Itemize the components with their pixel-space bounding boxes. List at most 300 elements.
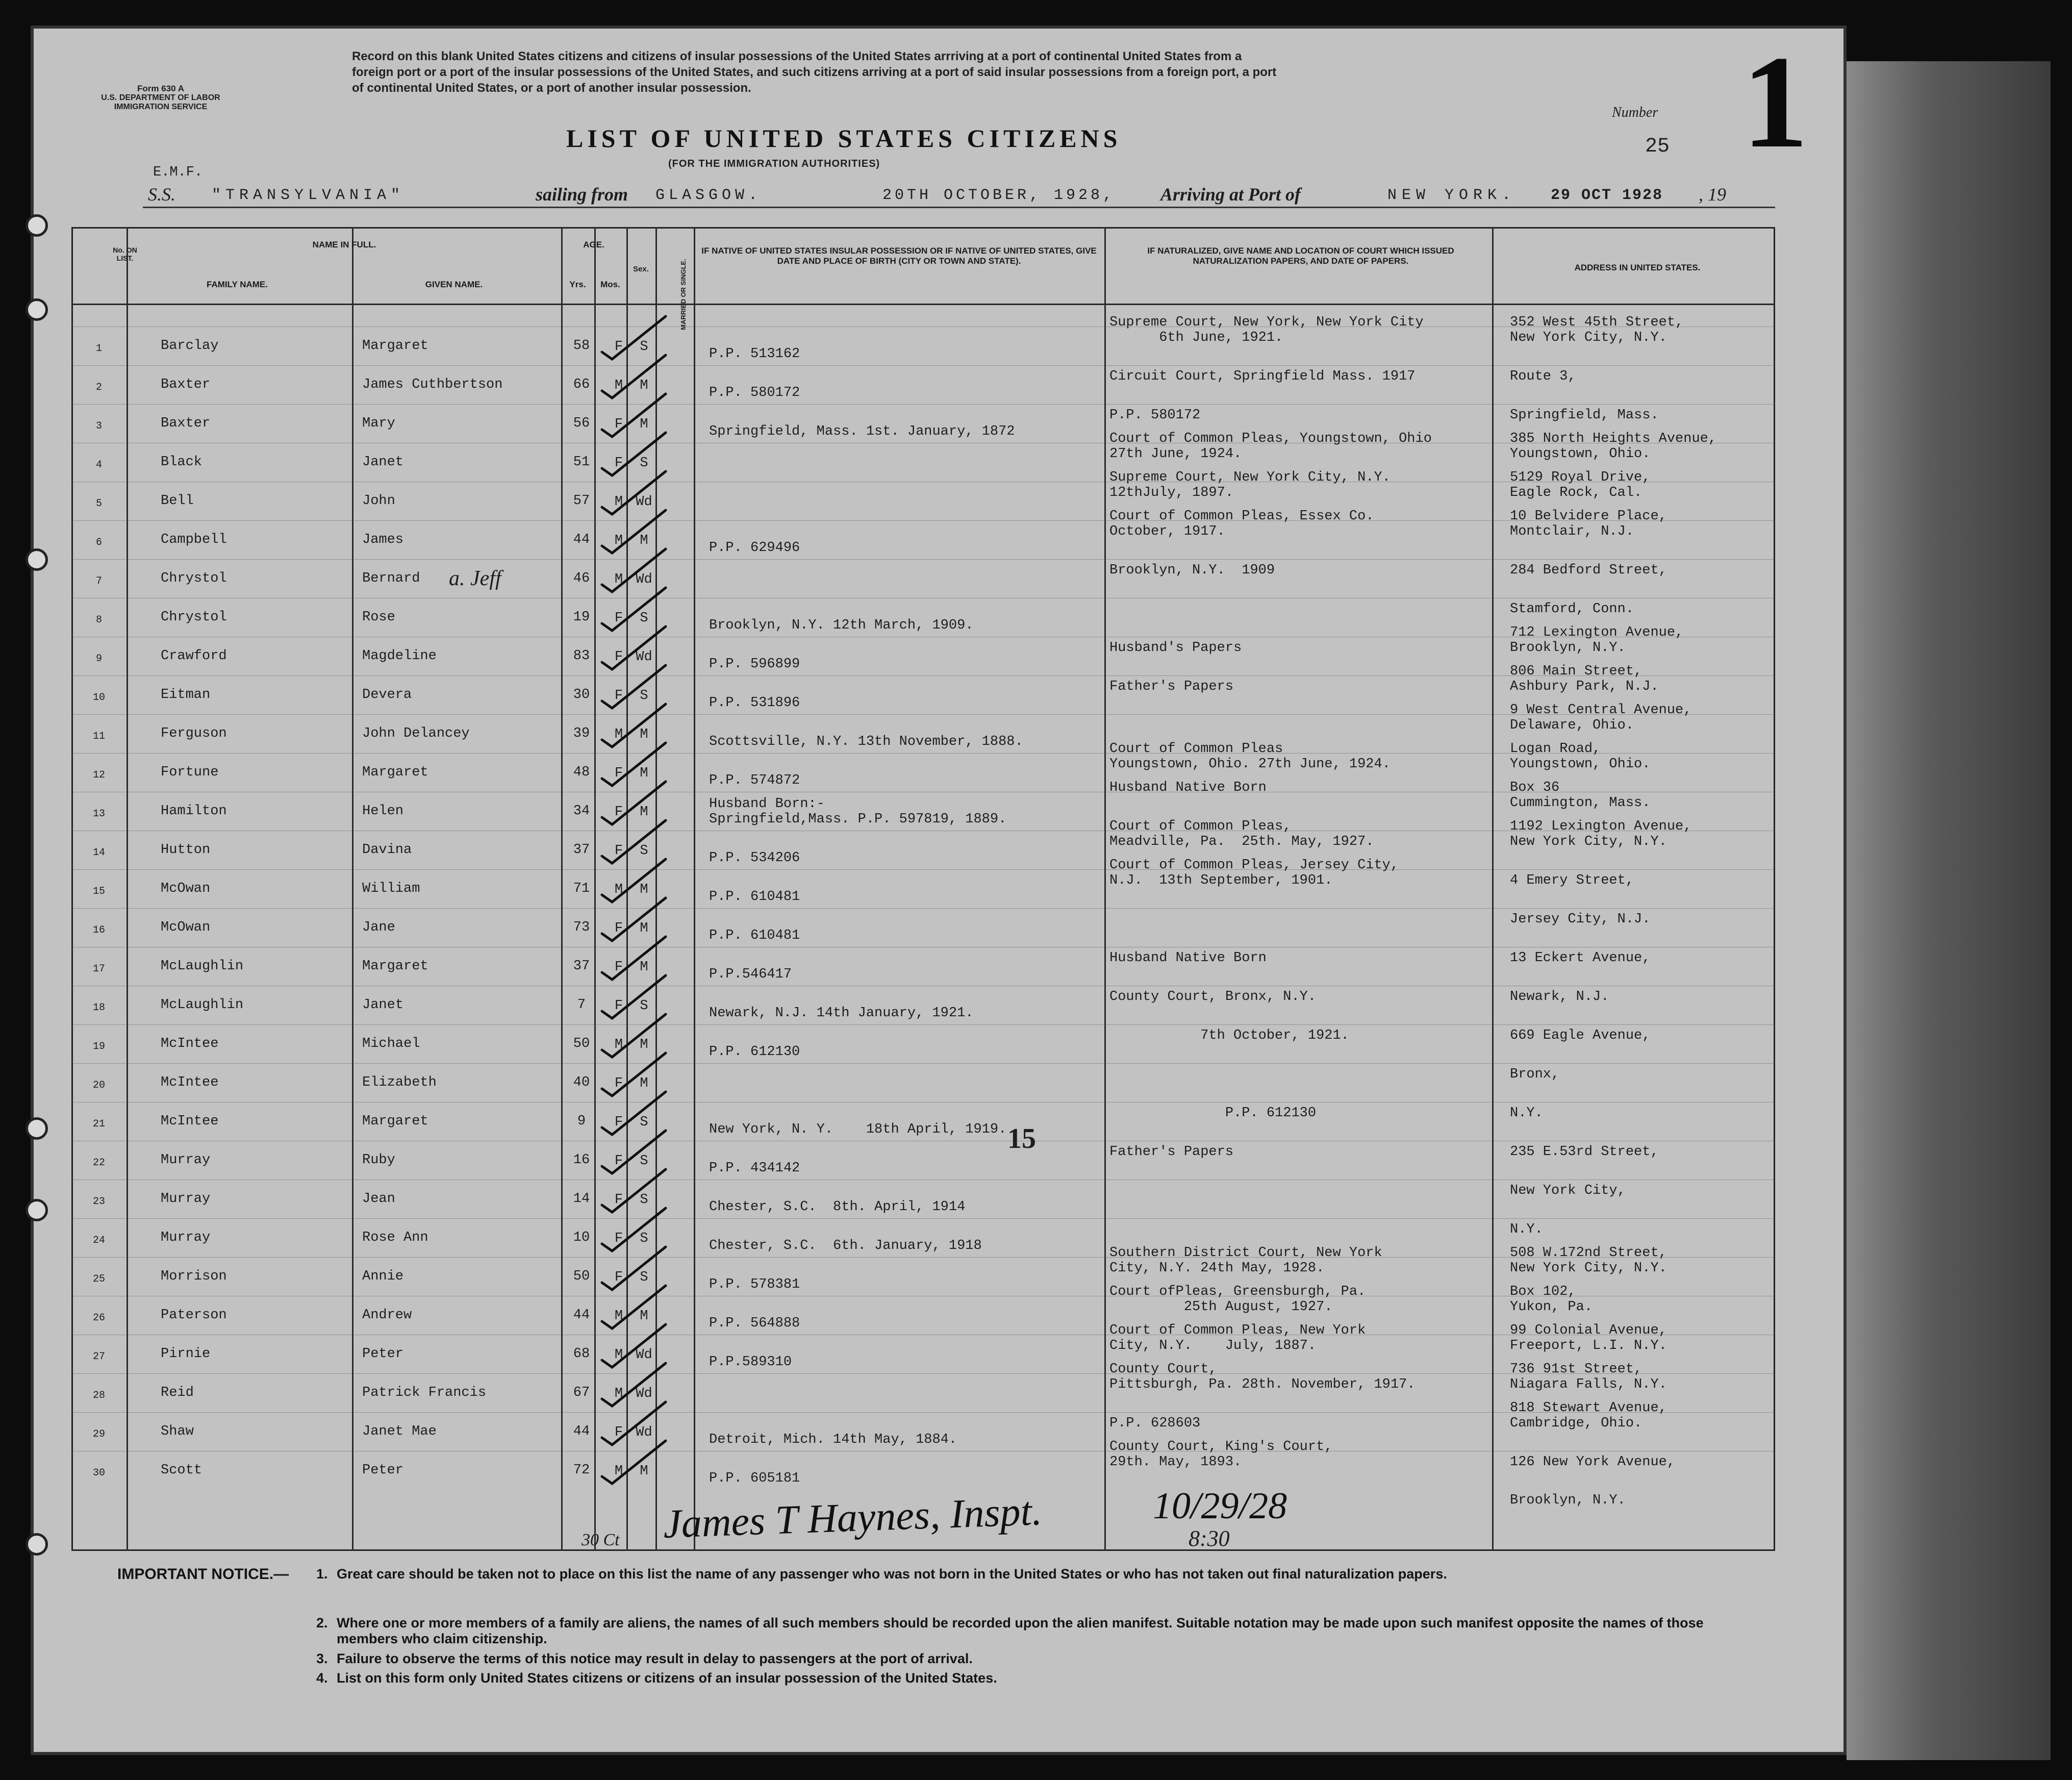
naturalization-info-line: County Court, King's Court, [1109,1439,1333,1455]
us-address-line: Niagara Falls, N.Y. [1510,1377,1667,1392]
birth-info-line: P.P. 434142 [709,1161,800,1176]
given-name: Janet [362,455,404,470]
age-years: 9 [577,1114,586,1129]
naturalization-info-line: N.J. 13th September, 1901. [1109,873,1333,888]
us-address-line: Yukon, Pa. [1510,1299,1593,1315]
sex: M [614,1464,623,1479]
ship-name: "TRANSYLVANIA" [212,187,405,204]
given-name: Michael [362,1036,420,1051]
marital-status: S [640,611,648,626]
birth-info-line: Newark, N.J. 14th January, 1921. [709,1006,974,1021]
given-name: Andrew [362,1308,412,1323]
age-years: 72 [573,1463,590,1478]
us-address-line: 126 New York Avenue, [1510,1455,1676,1470]
marital-status: M [640,766,648,781]
check-mark [602,1247,666,1290]
birth-info-line: P.P. 578381 [709,1277,800,1292]
family-name: McIntee [161,1036,219,1051]
birth-info-line: P.P. 574872 [709,773,800,788]
naturalization-info-line: Court of Common Pleas [1109,741,1283,757]
family-name: Reid [161,1385,194,1400]
family-name: McOwan [161,920,211,935]
given-name: Davina [362,842,412,858]
naturalization-info-line: Husband's Papers [1109,640,1242,656]
age-years: 46 [573,571,590,586]
header-naturalization: IF NATURALIZED, GIVE NAME AND LOCATION OF COURT WHICH ISSUED NATURALIZATION PAPERS, AND DATE OF PAPERS. [1147,246,1454,266]
naturalization-info-line: Youngstown, Ohio. 27th June, 1924. [1109,757,1391,772]
marital-status: S [640,843,648,859]
sex: M [614,572,623,587]
marital-status: M [640,378,648,393]
family-name: McIntee [161,1075,219,1090]
list-number: 18 [92,1002,105,1014]
family-name: Paterson [161,1308,227,1323]
us-address-line: 5129 Royal Drive, [1510,470,1651,485]
naturalization-info-line: October, 1917. [1109,524,1225,539]
sex: F [614,417,623,432]
naturalization-info-line: Father's Papers [1109,679,1234,694]
given-name: Margaret [362,338,428,354]
list-number: 29 [92,1428,105,1440]
age-years: 44 [573,532,590,547]
naturalization-info-line: Husband Native Born [1109,950,1267,966]
list-number: 15 [92,886,105,897]
sailing-from-label: sailing from [536,184,628,205]
naturalization-info-line: Brooklyn, N.Y. 1909 [1109,563,1275,578]
family-name: Baxter [161,377,211,392]
birth-info-line: P.P. 605181 [709,1471,800,1486]
page-title: LIST OF UNITED STATES CITIZENS [566,124,1122,153]
sex: F [614,1231,623,1246]
notice-item-number: 2. [316,1615,328,1631]
age-years: 51 [573,455,590,470]
header-sex: Sex. [633,265,649,273]
margin-handwritten-note: a. Jeff [449,567,501,590]
naturalization-info-line: Father's Papers [1109,1144,1234,1160]
us-address-line: New York City, N.Y. [1510,1261,1667,1276]
marital-status: Wd [636,1347,652,1363]
naturalization-info-line: 12thJuly, 1897. [1109,485,1234,500]
check-mark [602,1208,666,1251]
age-years: 37 [573,842,590,858]
birth-info-line: Detroit, Mich. 14th May, 1884. [709,1432,957,1447]
us-address-line: 1192 Lexington Avenue, [1510,819,1692,834]
us-address-line: 235 E.53rd Street, [1510,1144,1659,1160]
naturalization-info-line: 7th October, 1921. [1109,1028,1349,1043]
check-mark [602,316,666,359]
family-name: Hutton [161,842,211,858]
family-name: Ferguson [161,726,227,741]
age-years: 71 [573,881,590,896]
check-mark [602,820,666,863]
marital-status: Wd [636,1386,652,1401]
list-number: 28 [92,1390,105,1401]
given-name: James [362,532,404,547]
us-address-line: Jersey City, N.J. [1510,912,1651,927]
family-name: McLaughlin [161,959,244,974]
check-mark [602,394,666,437]
page-number: 1 [1742,29,1808,176]
list-number: 6 [95,537,102,548]
sex: F [614,1076,623,1091]
us-address-line: 9 West Central Avenue, [1510,703,1692,718]
marital-status: M [640,1037,648,1052]
us-address-line: New York City, N.Y. [1510,834,1667,849]
us-address-line: Cambridge, Ohio. [1510,1416,1643,1431]
list-number: 17 [92,963,105,975]
birth-info-line: P.P. 596899 [709,657,800,672]
sex: M [614,378,623,393]
us-address-line: Logan Road, [1510,741,1601,757]
us-address-line: Route 3, [1510,369,1576,384]
family-name: Campbell [161,532,227,547]
check-mark [602,1053,666,1096]
family-name: Eitman [161,687,211,703]
us-address-line: Brooklyn, N.Y. [1510,640,1626,656]
us-address-line: N.Y. [1510,1106,1543,1121]
given-name: John Delancey [362,726,470,741]
age-years: 48 [573,765,590,780]
inspector-signature: James T Haynes, Inspt. [662,1489,1043,1547]
age-years: 44 [573,1308,590,1323]
check-mark [602,471,666,514]
us-address-line: New York City, [1510,1183,1626,1198]
birth-info-line: Brooklyn, N.Y. 12th March, 1909. [709,618,974,633]
family-name: Murray [161,1191,211,1207]
us-address-line: Freeport, L.I. N.Y. [1510,1338,1667,1353]
family-name: Bell [161,493,194,509]
us-address-line: Montclair, N.J. [1510,524,1634,539]
age-years: 7 [577,997,586,1013]
given-name: Mary [362,416,395,431]
marital-status: S [640,1270,648,1285]
marital-status: M [640,921,648,936]
header-no-on-list: No. ON LIST. [113,246,137,262]
marital-status: S [640,1192,648,1208]
list-number: 4 [95,459,102,471]
marital-status: S [640,688,648,704]
family-name: Murray [161,1230,211,1245]
check-mark [602,1441,666,1484]
sex: M [614,533,623,548]
us-address-line: Eagle Rock, Cal. [1510,485,1643,500]
us-address-line: 99 Colonial Avenue, [1510,1323,1667,1338]
us-address-line: 10 Belvidere Place, [1510,509,1667,524]
naturalization-info-line: County Court, Bronx, N.Y. [1109,989,1317,1005]
given-name: Magdeline [362,648,437,664]
list-number: 30 [92,1467,105,1479]
number-value: 25 [1645,135,1670,158]
naturalization-info-line: 29th. May, 1893. [1109,1455,1242,1470]
family-name: Pirnie [161,1346,211,1362]
header-family-name: FAMILY NAME. [207,280,268,289]
birth-info-line: P.P. 534206 [709,850,800,866]
ss-label: S.S. [148,184,175,205]
us-address-line: Ashbury Park, N.J. [1510,679,1659,694]
notice-item-text: Where one or more members of a family are aliens, the names of all such members should be recorded upon the alien manifest. Suitable notation may be made upon such manifest opposite the names of those members who claim citizenship. [337,1615,1704,1646]
us-address-line: Newark, N.J. [1510,989,1609,1005]
age-years: 30 [573,687,590,703]
notice-item-text: Great care should be taken not to place on this list the name of any passenger who was not born in the United States or who has not taken out final naturalization papers. [337,1566,1447,1582]
notice-item [316,1670,1760,1686]
notice-item [316,1566,1760,1582]
given-name: Rose [362,610,395,625]
header-yrs: Yrs. [569,280,586,289]
age-years: 19 [573,610,590,625]
birth-info-line: P.P. 610481 [709,889,800,905]
number-label: Number [1612,105,1658,120]
sex: F [614,998,623,1014]
check-mark [602,1363,666,1406]
given-name: Elizabeth [362,1075,437,1090]
birth-info-line: Scottsville, N.Y. 13th November, 1888. [709,734,1023,749]
notice-item [316,1615,1760,1647]
birth-info-line: P.P. 531896 [709,695,800,711]
naturalization-info-line: County Court, [1109,1362,1217,1377]
marital-status: M [640,727,648,742]
age-years: 68 [573,1346,590,1362]
age-years: 40 [573,1075,590,1090]
list-number: 27 [92,1351,105,1363]
birth-info-line: P.P. 580172 [709,385,800,400]
header-married-or-single: MARRIED OR SINGLE. [679,259,687,330]
family-name: McOwan [161,881,211,896]
notice-item [316,1651,1760,1667]
birth-info-line: P.P. 629496 [709,540,800,556]
given-name: Peter [362,1346,404,1362]
notice-item-number: 3. [316,1651,328,1666]
sex: M [614,494,623,510]
notice-item-text: List on this form only United States citizens or citizens of an insular possession of the United States. [337,1670,997,1686]
list-number: 16 [92,924,105,936]
family-name: Barclay [161,338,219,354]
naturalization-info-line: Court of Common Pleas, [1109,819,1292,834]
sex: M [614,882,623,897]
given-name: John [362,493,395,509]
family-name: Chrystol [161,571,227,586]
given-name: Ruby [362,1152,395,1168]
check-mark [602,975,666,1018]
family-name: Baxter [161,416,211,431]
departure-port: GLASGOW. [655,187,762,204]
age-years: 50 [573,1036,590,1051]
sex: F [614,456,623,471]
marital-status: M [640,533,648,548]
birth-info-line: P.P.546417 [709,967,792,982]
list-number: 2 [95,382,102,393]
check-mark [602,433,666,475]
given-name: Janet [362,997,404,1013]
list-number: 26 [92,1312,105,1324]
sex: M [614,727,623,742]
handwritten-count: 30 Ct [582,1531,620,1549]
check-mark [602,665,666,708]
naturalization-info-line: 27th June, 1924. [1109,446,1242,462]
marital-status: S [640,998,648,1014]
marital-status: S [640,1231,648,1246]
sex: F [614,1115,623,1130]
us-address-line: Bronx, [1510,1067,1560,1082]
list-number: 14 [92,847,105,859]
us-address-line: Youngstown, Ohio. [1510,757,1651,772]
header-mos: Mos. [600,280,620,289]
age-years: 14 [573,1191,590,1207]
given-name: Patrick Francis [362,1385,487,1400]
us-address-line: Springfield, Mass. [1510,408,1659,423]
sex: M [614,1386,623,1401]
list-number: 19 [92,1041,105,1052]
naturalization-info-line: P.P. 612130 [1109,1106,1317,1121]
list-number: 5 [95,498,102,510]
us-address-line: N.Y. [1510,1222,1543,1237]
given-name: Devera [362,687,412,703]
sex: F [614,1425,623,1440]
header-age: AGE. [583,240,604,249]
list-number: 8 [95,614,102,626]
birth-info-line: P.P. 513162 [709,346,800,362]
instructions-line: foreign port or a port of the insular possessions of the United States, and such citizens arriving at a port of said insular possessions from a foreign port, a port [352,65,1277,79]
sex: M [614,1037,623,1052]
family-name: Scott [161,1463,203,1478]
marital-status: S [640,339,648,355]
sex: F [614,649,623,665]
list-number: 21 [92,1118,105,1130]
marital-status: M [640,1076,648,1091]
us-address-line: 4 Emery Street, [1510,873,1634,888]
emf-mark: E.M.F. [153,165,203,180]
age-years: 44 [573,1424,590,1439]
marital-status: Wd [636,494,652,510]
birth-info-line: New York, N. Y. 18th April, 1919. [709,1122,1007,1137]
check-mark [602,1014,666,1057]
naturalization-info-line: Court ofPleas, Greensburgh, Pa. [1109,1284,1366,1299]
handwritten-time: 8:30 [1189,1526,1230,1551]
departure-date: 20TH OCTOBER, 1928, [882,187,1116,204]
marital-status: S [640,1115,648,1130]
given-name: Jane [362,920,395,935]
sex: F [614,843,623,859]
us-address-line: 13 Eckert Avenue, [1510,950,1651,966]
check-mark [602,743,666,786]
list-number: 9 [95,653,102,665]
check-mark [602,1286,666,1328]
notice-item-number: 4. [316,1670,328,1686]
marital-status: M [640,960,648,975]
sex: F [614,1154,623,1169]
family-name: Murray [161,1152,211,1168]
naturalization-info-line: P.P. 580172 [1109,408,1201,423]
us-address-line: Youngstown, Ohio. [1510,446,1651,462]
sex: F [614,1192,623,1208]
family-name: Black [161,455,203,470]
birth-info-line: Springfield,Mass. P.P. 597819, 1889. [709,812,1007,827]
birth-info-line: Husband Born:- [709,796,825,812]
family-name: Crawford [161,648,227,664]
notice-item-number: 1. [316,1566,328,1582]
given-name: Annie [362,1269,404,1284]
family-name: McIntee [161,1114,219,1129]
check-mark [602,1169,666,1212]
notice-item-text: Failure to observe the terms of this notice may result in delay to passengers at the port of arrival. [337,1651,973,1666]
sex: M [614,1309,623,1324]
family-name: Fortune [161,765,219,780]
given-name: Margaret [362,765,428,780]
given-name: Peter [362,1463,404,1478]
marital-status: S [640,1154,648,1169]
us-address-line: 806 Main Street, [1510,664,1643,679]
check-mark [602,510,666,553]
naturalization-info-line: Southern District Court, New York [1109,1245,1382,1261]
age-years: 57 [573,493,590,509]
us-address-line: 818 Stewart Avenue, [1510,1400,1667,1416]
us-address-line: 385 North Heights Avenue, [1510,431,1717,446]
header-address: ADDRESS IN UNITED STATES. [1574,263,1701,272]
arriving-at-label: Arriving at Port of [1160,184,1301,205]
birth-info-line: P.P. 564888 [709,1316,800,1331]
age-years: 16 [573,1152,590,1168]
marital-status: Wd [636,649,652,665]
age-years: 67 [573,1385,590,1400]
check-mark [602,937,666,980]
given-name: William [362,881,420,896]
list-number: 22 [92,1157,105,1169]
family-name: Morrison [161,1269,227,1284]
given-name: Margaret [362,1114,428,1129]
given-name: Janet Mae [362,1424,437,1439]
given-name: Jean [362,1191,395,1207]
us-address-line: 712 Lexington Avenue, [1510,625,1684,640]
us-address-line: Cummington, Mass. [1510,795,1651,811]
naturalization-info-line: Husband Native Born [1109,780,1267,795]
list-number: 24 [92,1235,105,1246]
check-mark [602,782,666,824]
sex: F [614,805,623,820]
us-address-line: New York City, N.Y. [1510,330,1667,345]
instructions-line: of continental United States, or a port of another insular possession. [352,81,751,95]
check-mark [602,898,666,941]
naturalization-info-line: City, N.Y. 24th May, 1928. [1109,1261,1325,1276]
age-years: 73 [573,920,590,935]
naturalization-info-line: Court of Common Pleas, Jersey City, [1109,858,1399,873]
family-name: McLaughlin [161,997,244,1013]
sex: F [614,339,623,355]
naturalization-info-line: Court of Common Pleas, New York [1109,1323,1366,1338]
given-name: Margaret [362,959,428,974]
us-address-line: Stamford, Conn. [1510,601,1634,617]
age-years: 83 [573,648,590,664]
list-number: 1 [95,343,102,355]
sex: F [614,960,623,975]
list-number: 20 [92,1080,105,1091]
check-mark [602,1324,666,1367]
naturalization-info-line: City, N.Y. July, 1887. [1109,1338,1317,1353]
list-number: 7 [95,575,102,587]
naturalization-info-line: Supreme Court, New York City, N.Y. [1109,470,1391,485]
sex: M [614,1347,623,1363]
check-mark [602,859,666,902]
sex: F [614,766,623,781]
marital-status: Wd [636,1425,652,1440]
marital-status: S [640,456,648,471]
marital-status: M [640,1309,648,1324]
marital-status: M [640,805,648,820]
family-name: Chrystol [161,610,227,625]
birth-info-line: Springfield, Mass. 1st. January, 1872 [709,424,1015,439]
marital-status: M [640,1464,648,1479]
given-name: Helen [362,804,404,819]
naturalization-info-line: Court of Common Pleas, Essex Co. [1109,509,1374,524]
naturalization-info-line: Pittsburgh, Pa. 28th. November, 1917. [1109,1377,1416,1392]
